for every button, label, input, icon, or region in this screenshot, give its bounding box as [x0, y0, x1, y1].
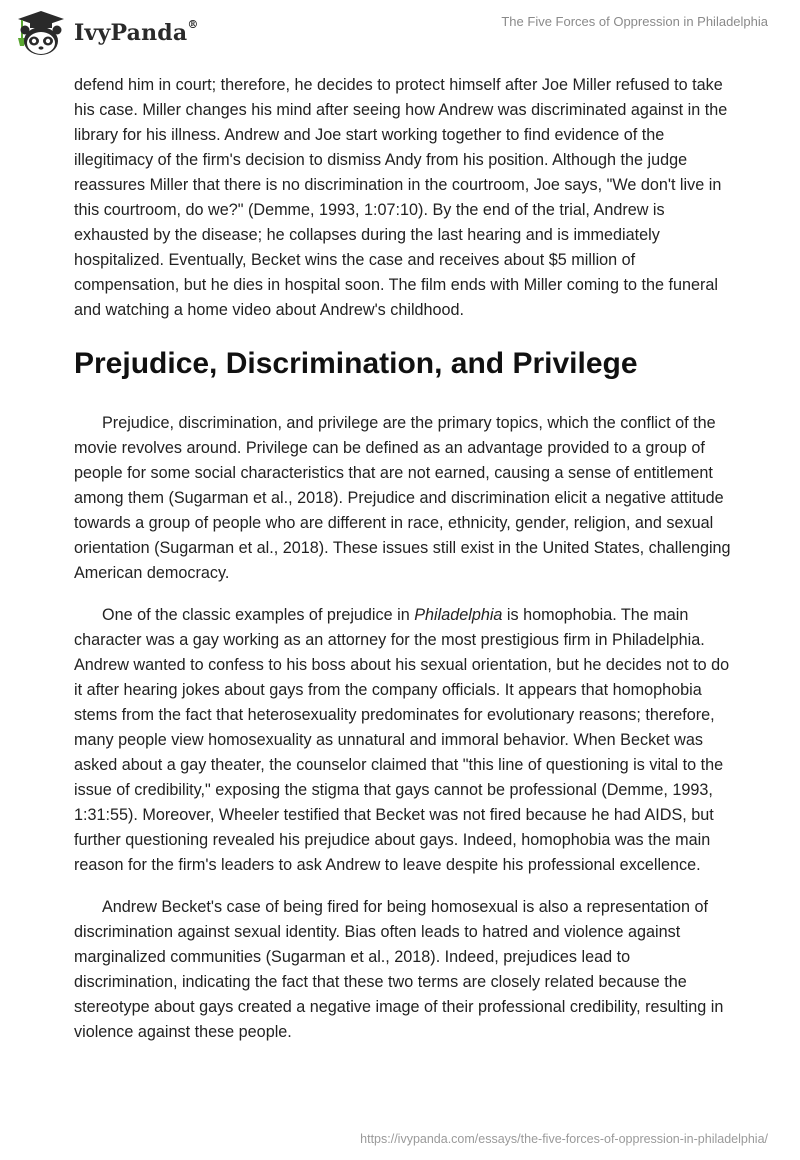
- registered-mark: ®: [187, 18, 199, 31]
- brand-logo-link[interactable]: [12, 8, 199, 58]
- paragraph-privilege: Prejudice, discrimination, and privilege are the primary topics, which the conflict of the movie revolves around. Privilege can be defined as an advantage provided to a group of people for some social characteristics that are not earned, causing a sense of entitlement among them (Sugarman et al., 2018). Prejudice and discrimination elicit a negative attitude towards a group of people who are different in race, ethnicity, gender, religion, and sexual orientation (Sugarman et al., 2018). These issues still exist in the United States, challenging American democracy.: [74, 414, 731, 582]
- intro-paragraph: defend him in court; therefore, he decides to protect himself after Joe Miller refused to take his case. Miller changes his mind after seeing how Andrew was discriminated against in the library for his illness. Andrew and Joe start working together to find evidence of the illegitimacy of the firm's decision to dismiss Andy from his position. Although the judge reassures Miller that there is no discrimination in the courtroom, Joe says, "We don't live in this courtroom, do we?" (Demme, 1993, 1:07:10). By the end of the trial, Andrew is exhausted by the disease; he collapses during the last hearing and is immediately hospitalized. Eventually, Becket wins the case and receives about $5 million of compensation, but he dies in hospital soon. The film ends with Miller coming to the funeral and watching a home video about Andrew's childhood.: [74, 76, 728, 319]
- paragraph-lead-text: One of the classic examples of prejudice in: [102, 606, 415, 624]
- paragraph-body-text: is homophobia. The main character was a gay working as an attorney for the most prestigious firm in Philadelphia. Andrew wanted to confess to his boss about his sexual orientation, but he decides not to do it after hearing jokes about gays from the company officials. It appears that homophobia stems from the fact that heterosexuality predominates for evolutionary reasons; therefore, many people view homosexuality as unnatural and immoral behavior. When Becket was asked about a gay theater, the counselor claimed that "this line of questioning is vital to the issue of credibility," exposing the stigma that gays cannot be professional (Demme, 1993, 1:31:55). Moreover, Wheeler testified that Becket was not fired because he had AIDS, but further questioning revealed his prejudice about gays. Indeed, homophobia was the main reason for the firm's leaders to ask Andrew to leave despite his professional excellence.: [74, 606, 730, 874]
- paragraph-homophobia: [74, 603, 734, 878]
- film-title: Philadelphia: [414, 606, 503, 624]
- brand-name: IvyPanda®: [74, 18, 199, 46]
- source-url-link[interactable]: https://ivypanda.com/essays/the-five-forces-of-oppression-in-philadelphia/: [360, 1132, 768, 1146]
- panda-logo-icon: [12, 8, 70, 58]
- essay-body: [74, 73, 734, 1045]
- section-heading: Prejudice, Discrimination, and Privilege: [74, 347, 638, 380]
- paragraph-discrimination: Andrew Becket's case of being fired for being homosexual is also a representation of discrimination against sexual identity. Bias often leads to hatred and violence against marginalized communities (Sugarman et al., 2018). Indeed, prejudices lead to discrimination, indicating the fact that these two terms are closely related because the stereotype about gays created a negative image of their professional credibility, resulting in violence against these people.: [74, 898, 724, 1041]
- document-title: The Five Forces of Oppression in Philadelphia: [501, 14, 768, 29]
- page-header: [0, 0, 800, 70]
